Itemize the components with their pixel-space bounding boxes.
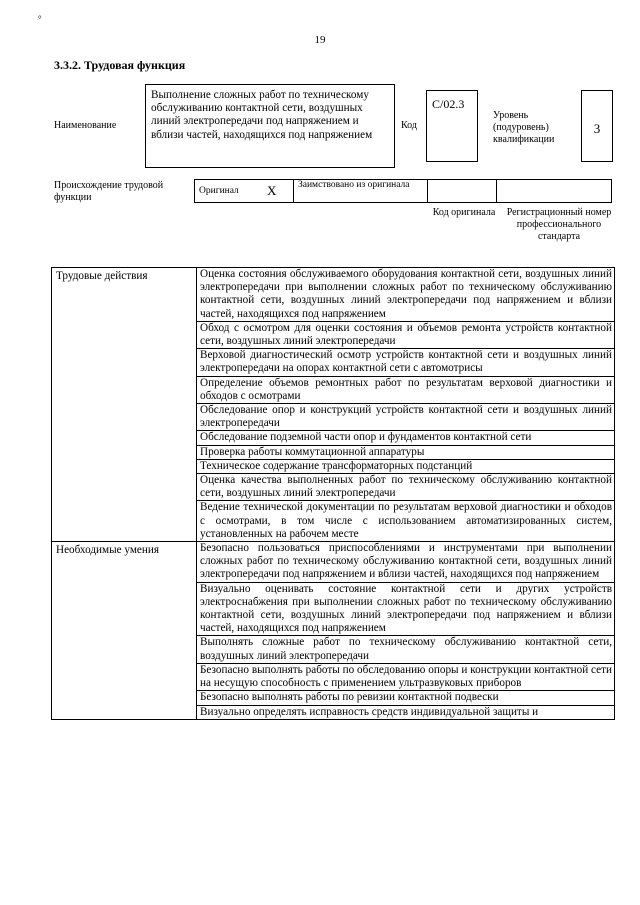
description-cell: Визуально определять исправность средств индивидуальной защиты и <box>197 705 615 719</box>
description-cell: Обследование подземной части опор и фундаментов контактной сети <box>197 431 615 445</box>
description-cell: Ведение технической документации по результатам верховой диагностики и обходов с осмотрами, в том числе с использованием автоматизированных систем, установленных на рабочем месте <box>197 501 615 542</box>
function-name-box: Выполнение сложных работ по техническому обслуживанию контактной сети, воздушных линий электропередачи под напряжением и вблизи частей, находящихся под напряжением <box>145 84 395 168</box>
description-cell: Визуально оценивать состояние контактной сети и других устройств электроснабжения при выполнении сложных работ по техническому обслуживанию контактной сети, воздушных линий электропередачи под напряжением и вблизи частей, находящихся под напряжением <box>197 582 615 636</box>
description-cell: Техническое содержание трансформаторных подстанций <box>197 459 615 473</box>
description-cell: Определение объемов ремонтных работ по результатам верховой диагностики и обходов с осмотрами <box>197 376 615 403</box>
description-cell: Оценка состояния обслуживаемого оборудования контактной сети, воздушных линий электропередачи при выполнении сложных работ по техническому обслуживанию контактной сети, воздушных линий электропередачи под напряжением и вблизи частей, находящихся под напряжением <box>197 268 615 322</box>
corner-mark: ° <box>38 14 42 24</box>
description-cell: Выполнять сложные работ по техническому обслуживанию контактной сети, воздушных линий электропередачи <box>197 636 615 663</box>
category-cell: Необходимые умения <box>52 542 197 720</box>
description-cell: Обследование опор и конструкций устройств контактной сети и воздушных линий электропередачи <box>197 404 615 431</box>
original-mark: X <box>263 180 294 203</box>
description-cell: Безопасно выполнять работы по обследованию опоры и конструкции контактной сети на несущую способность с применением ультразвуковых приборов <box>197 663 615 690</box>
category-cell: Трудовые действия <box>52 268 197 542</box>
borrowed-label: Заимствовано из оригинала <box>294 180 428 203</box>
origin-label: Происхождение трудовой функции <box>54 180 164 203</box>
description-cell: Безопасно пользоваться приспособлениями и инструментами при выполнении сложных работ по техническому обслуживанию контактной сети, воздушных линий электропередачи под напряжением и вблизи частей, находящихся под напряжением <box>197 542 615 583</box>
original-label: Оригинал <box>195 180 264 203</box>
description-cell: Верховой диагностический осмотр устройств контактной сети и воздушных линий электропередачи на опорах контактной сети с автомотрисы <box>197 349 615 376</box>
page-bottom-margin <box>0 829 640 905</box>
code-value-box: С/02.3 <box>426 90 478 162</box>
page-number: 19 <box>314 34 326 46</box>
description-cell: Оценка качества выполненных работ по техническому обслуживанию контактной сети, воздушных линий электропередачи <box>197 474 615 501</box>
table-row <box>52 542 615 583</box>
code-label: Код <box>401 120 417 131</box>
description-cell: Проверка работы коммутационной аппаратуры <box>197 445 615 459</box>
labor-function-table <box>51 267 615 720</box>
name-label: Наименование <box>54 120 117 131</box>
description-cell: Безопасно выполнять работы по ревизии контактной подвески <box>197 691 615 705</box>
description-cell: Обход с осмотром для оценки состояния и объемов ремонта устройств контактной сети, воздушных линий электропередачи <box>197 321 615 348</box>
reg-caption: Регистрационный номер профессионального стандарта <box>506 207 612 242</box>
reg-number-cell <box>497 180 612 203</box>
origin-table <box>194 179 612 203</box>
table-row <box>52 268 615 322</box>
level-label: Уровень (подуровень) квалификации <box>493 110 555 145</box>
section-title: 3.3.2. Трудовая функция <box>54 58 186 72</box>
code-caption: Код оригинала <box>432 207 496 218</box>
level-value-box: 3 <box>581 90 613 162</box>
original-code-cell <box>428 180 497 203</box>
